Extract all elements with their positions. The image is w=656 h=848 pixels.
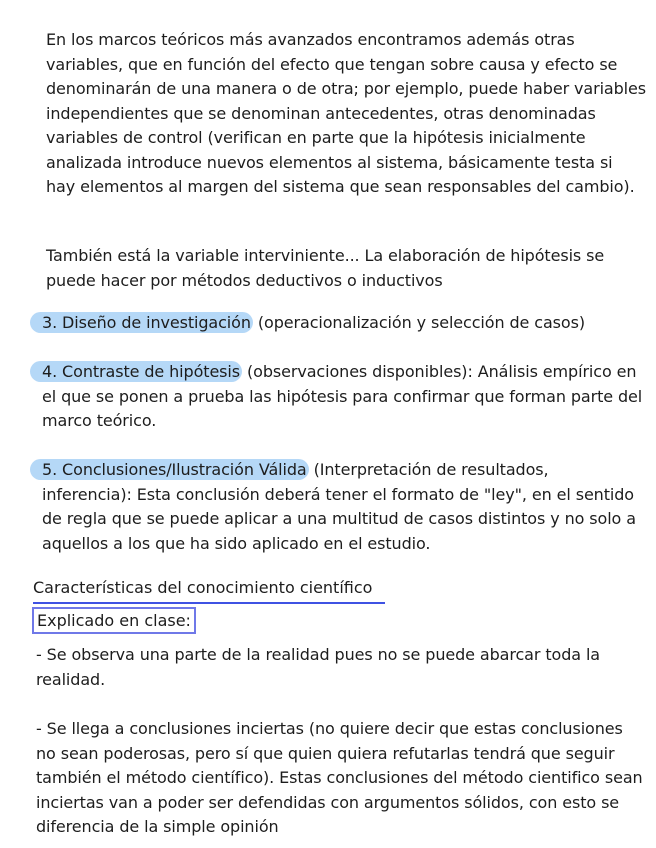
- section-heading: Características del conocimiento científico: [33, 576, 385, 604]
- list-item-conclusiones: [42, 458, 642, 556]
- list-item-diseno-text: (operacionalización y selección de casos): [252, 313, 585, 332]
- highlighted-title-conclusiones: 5. Conclusiones/Ilustración Válida: [30, 459, 309, 480]
- list-item-diseno: [42, 311, 652, 336]
- list-item-contraste: [42, 360, 652, 434]
- bullet-conclusiones-inciertas: - Se llega a conclusiones inciertas (no quiere decir que estas conclusiones no sean poderosas, pero sí que quien quiera refutarlas tendrá que seguir también el método científico). Estas conclusiones del método cientifico sean inciertas van a poder ser defendidas con argumentos sólidos, con esto se diferencia de la simple opinión: [36, 719, 643, 836]
- list-item-contraste-text: (observaciones disponibles): Análisis empírico en el que se ponen a prueba las hipótesis para confirmar que forman parte del marco teórico.: [42, 362, 643, 430]
- boxed-label: Explicado en clase:: [32, 607, 196, 634]
- list-item-conclusiones-text: (Interpretación de resultados, inferencia): Esta conclusión deberá tener el formato de "ley", en el sentido de regla que se puede aplicar a una multitud de casos distintos y no solo a aquellos a los que ha sido aplicado en el estudio.: [42, 460, 636, 553]
- paragraph-interviniente: También está la variable interviniente... La elaboración de hipótesis se puede hacer por métodos deductivos o inductivos: [46, 246, 605, 290]
- paragraph-variables: En los marcos teóricos más avanzados encontramos además otras variables, que en función del efecto que tengan sobre causa y efecto se denominarán de una manera o de otra; por ejemplo, puede haber variables independientes que se denominan antecedentes, otras denominadas variables de control (verifican en parte que la hipótesis inicialmente analizada introduce nuevos elementos al sistema, básicamente testa si hay elementos al margen del sistema que sean responsables del cambio).: [46, 30, 647, 196]
- bullet-observa: - Se observa una parte de la realidad pues no se puede abarcar toda la realidad.: [36, 645, 601, 689]
- highlighted-title-contraste: 4. Contraste de hipótesis: [30, 361, 242, 382]
- highlighted-title-diseno: 3. Diseño de investigación: [30, 312, 253, 333]
